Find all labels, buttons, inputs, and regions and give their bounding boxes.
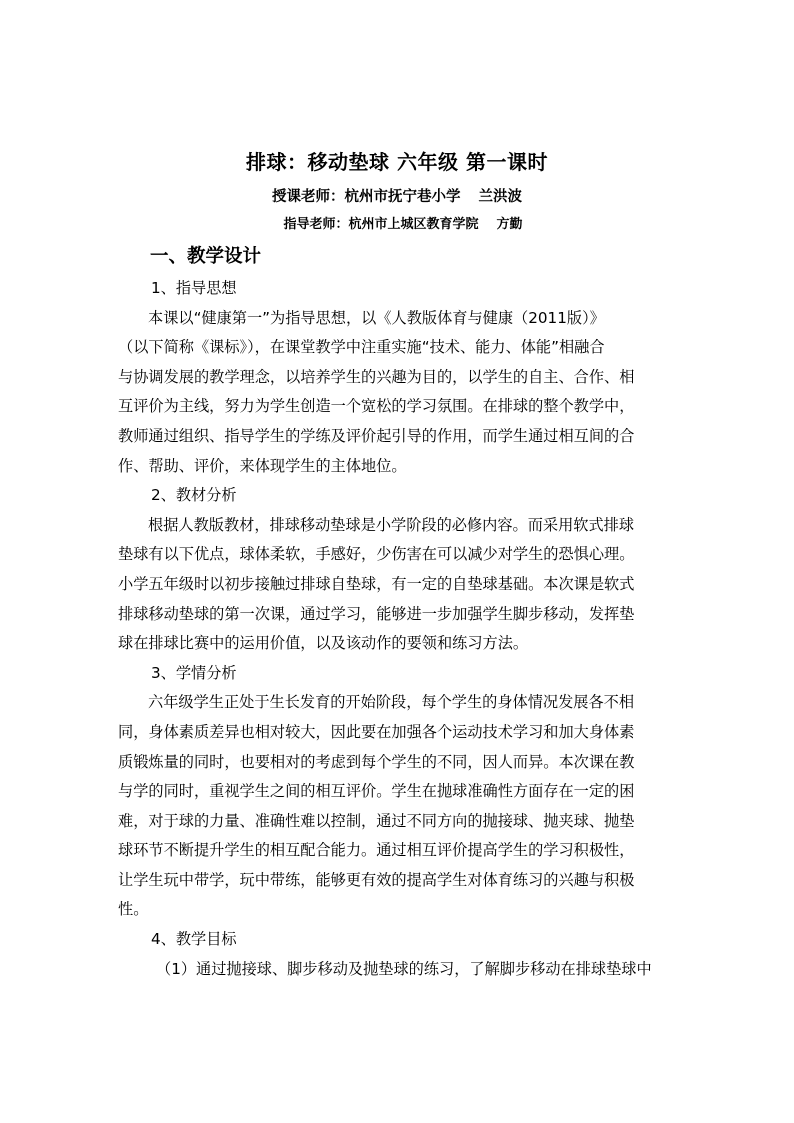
document-title: 排球：移动垫球 六年级 第一课时 [246,150,548,174]
paragraph-line: （以下简称《课标》），在课堂教学中注重实施“技术、能力、体能”相融合 [118,338,605,357]
section-heading: 一、教学设计 [150,246,262,267]
paragraph-line: 同，身体素质差异也相对较大，因此要在加强各个运动技术学习和加大身体素 [118,722,635,741]
paragraph-line: 让学生玩中带学，玩中带练，能够更有效的提高学生对体育练习的兴趣与积极 [118,870,635,889]
advisor-label: 指导老师：杭州市上城区教育学院 [283,217,479,232]
paragraph-line: 排球移动垫球的第一次课，通过学习，能够进一步加强学生脚步移动，发挥垫 [118,604,635,623]
paragraph-line: 与学的同时，重视学生之间的相互评价。学生在抛球准确性方面存在一定的困 [118,782,635,801]
paragraph-line: 质锻炼量的同时，也要相对的考虑到每个学生的不同，因人而异。本次课在教 [118,752,635,771]
paragraph-line: 球环节不断提升学生的相互配合能力。通过相互评价提高学生的学习积极性， [118,841,635,860]
subheading-student-analysis: 3、学情分析 [151,663,237,682]
paragraph-line: 难，对于球的力量、准确性难以控制，通过不同方向的抛接球、抛夹球、抛垫 [118,811,635,830]
teacher-line [0,185,794,206]
paragraph-line: 本课以“健康第一”为指导思想，以《人教版体育与健康（2011版）》 [148,308,605,327]
body-text [118,274,676,984]
teacher-label: 授课老师：杭州市抚宁巷小学 [272,188,461,205]
paragraph-line: 垫球有以下优点，球体柔软，手感好，少伤害在可以减少对学生的恐惧心理。 [118,545,635,564]
advisor-line [6,213,794,232]
paragraph-line: 球在排球比赛中的运用价值，以及该动作的要领和练习方法。 [118,634,529,653]
paragraph-line: 性。 [118,900,149,919]
paragraph-line: 与协调发展的教学理念，以培养学生的兴趣为目的，以学生的自主、合作、相 [118,367,635,386]
paragraph-line: 互评价为主线，努力为学生创造一个宽松的学习氛围。在排球的整个教学中， [118,397,635,416]
advisor-name: 方勤 [496,217,523,232]
paragraph-line: 根据人教版教材，排球移动垫球是小学阶段的必修内容。而采用软式排球 [148,515,634,534]
subheading-material-analysis: 2、教材分析 [151,486,237,505]
teacher-name: 兰洪波 [478,188,522,205]
paragraph-line: 教师通过组织、指导学生的学练及评价起引导的作用，而学生通过相互间的合 [118,426,635,445]
paragraph-line: 作、帮助、评价，来体现学生的主体地位。 [118,456,407,475]
paragraph-line: 小学五年级时以初步接触过排球自垫球，有一定的自垫球基础。本次课是软式 [118,574,635,593]
paragraph-line: （1）通过抛接球、脚步移动及抛垫球的练习，了解脚步移动在排球垫球中 [156,959,652,978]
subheading-teaching-goals: 4、教学目标 [151,930,237,949]
paragraph-line: 六年级学生正处于生长发育的开始阶段，每个学生的身体情况发展各不相 [148,693,634,712]
subheading-guiding-idea: 1、指导思想 [151,279,237,297]
